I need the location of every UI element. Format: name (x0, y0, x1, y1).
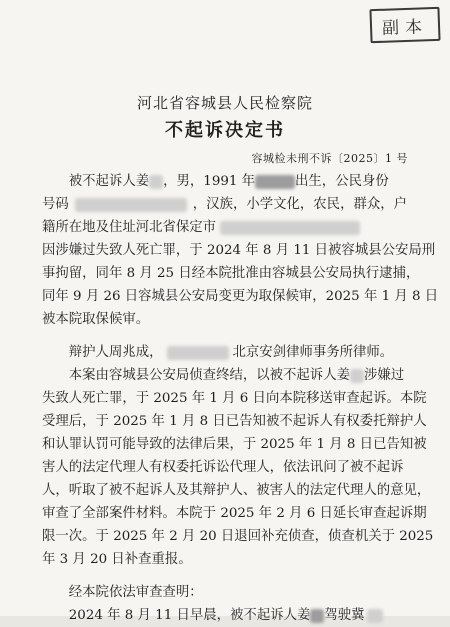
text-line: 2024 年 8 月 11 日早晨，被不起诉人姜 驾驶冀 (42, 604, 414, 627)
organization-name: 河北省容城县人民检察院 (136, 94, 313, 112)
text-line: 本案由容城县公安局侦查终结，以被不起诉人姜 涉嫌过 (42, 368, 405, 383)
text-line: 被不起诉人姜 ，男，1991 年 出生，公民身份 (42, 174, 389, 189)
text-line: 籍所在地及住址河北省保定市 (42, 216, 414, 239)
text-line: 号码 ，汉族，小学文化，农民，群众，户 (42, 197, 408, 212)
text-line: 人，听取了被不起诉人及其辩护人、被害人的法定代理人的意见， (42, 483, 431, 498)
text-line: 和认罪认罚可能导致的法律后果，于 2025 年 1 月 8 日已告知被 (42, 437, 427, 452)
text-line: 经本院依法审查查明： (42, 585, 203, 600)
copy-stamp: 副本 (369, 7, 440, 43)
redaction (167, 346, 229, 360)
text-line: 害人的法定代理人有权委托诉讼代理人，依法讯问了被不起诉 (42, 460, 404, 475)
text-line: 失致人死亡罪，于 2025 年 1 月 6 日向本院移送审查起诉。本院 (42, 391, 427, 406)
text-line: 辩护人周兆成， 北京安剑律师事务所律师。 (42, 345, 394, 360)
text-line: 限一次。于 2025 年 2 月 20 日退回补充侦查，侦查机关于 2025 (42, 529, 434, 544)
document-title: 不起诉决定书 (165, 120, 285, 141)
document-body (42, 170, 439, 627)
text-line: 同年 9 月 26 日容城县公安局变更为取保候审，2025 年 1 月 8 日 (42, 289, 439, 304)
text-line: 受理后，于 2025 年 1 月 8 日已告知被不起诉人有权委托辩护人 (42, 414, 427, 429)
redaction (220, 221, 360, 235)
redaction (350, 369, 364, 383)
redaction (255, 175, 295, 189)
text-line: 年 3 月 20 日补查重报。 (42, 552, 192, 567)
redaction (149, 175, 163, 189)
text-line: 事拘留，同年 8 月 25 日经本院批准由容城县公安局执行逮捕， (42, 266, 420, 281)
text-line: 审查了全部案件材料。本院于 2025 年 2 月 6 日延长审查起诉期 (42, 506, 427, 521)
redaction (75, 198, 187, 212)
document-number: 容城检未刑不诉〔2025〕1 号 (251, 152, 408, 165)
text-line: 被本院取保候审。 (42, 312, 150, 327)
text-line: 因涉嫌过失致人死亡罪，于 2024 年 8 月 11 日被容城县公安局刑 (42, 243, 436, 258)
